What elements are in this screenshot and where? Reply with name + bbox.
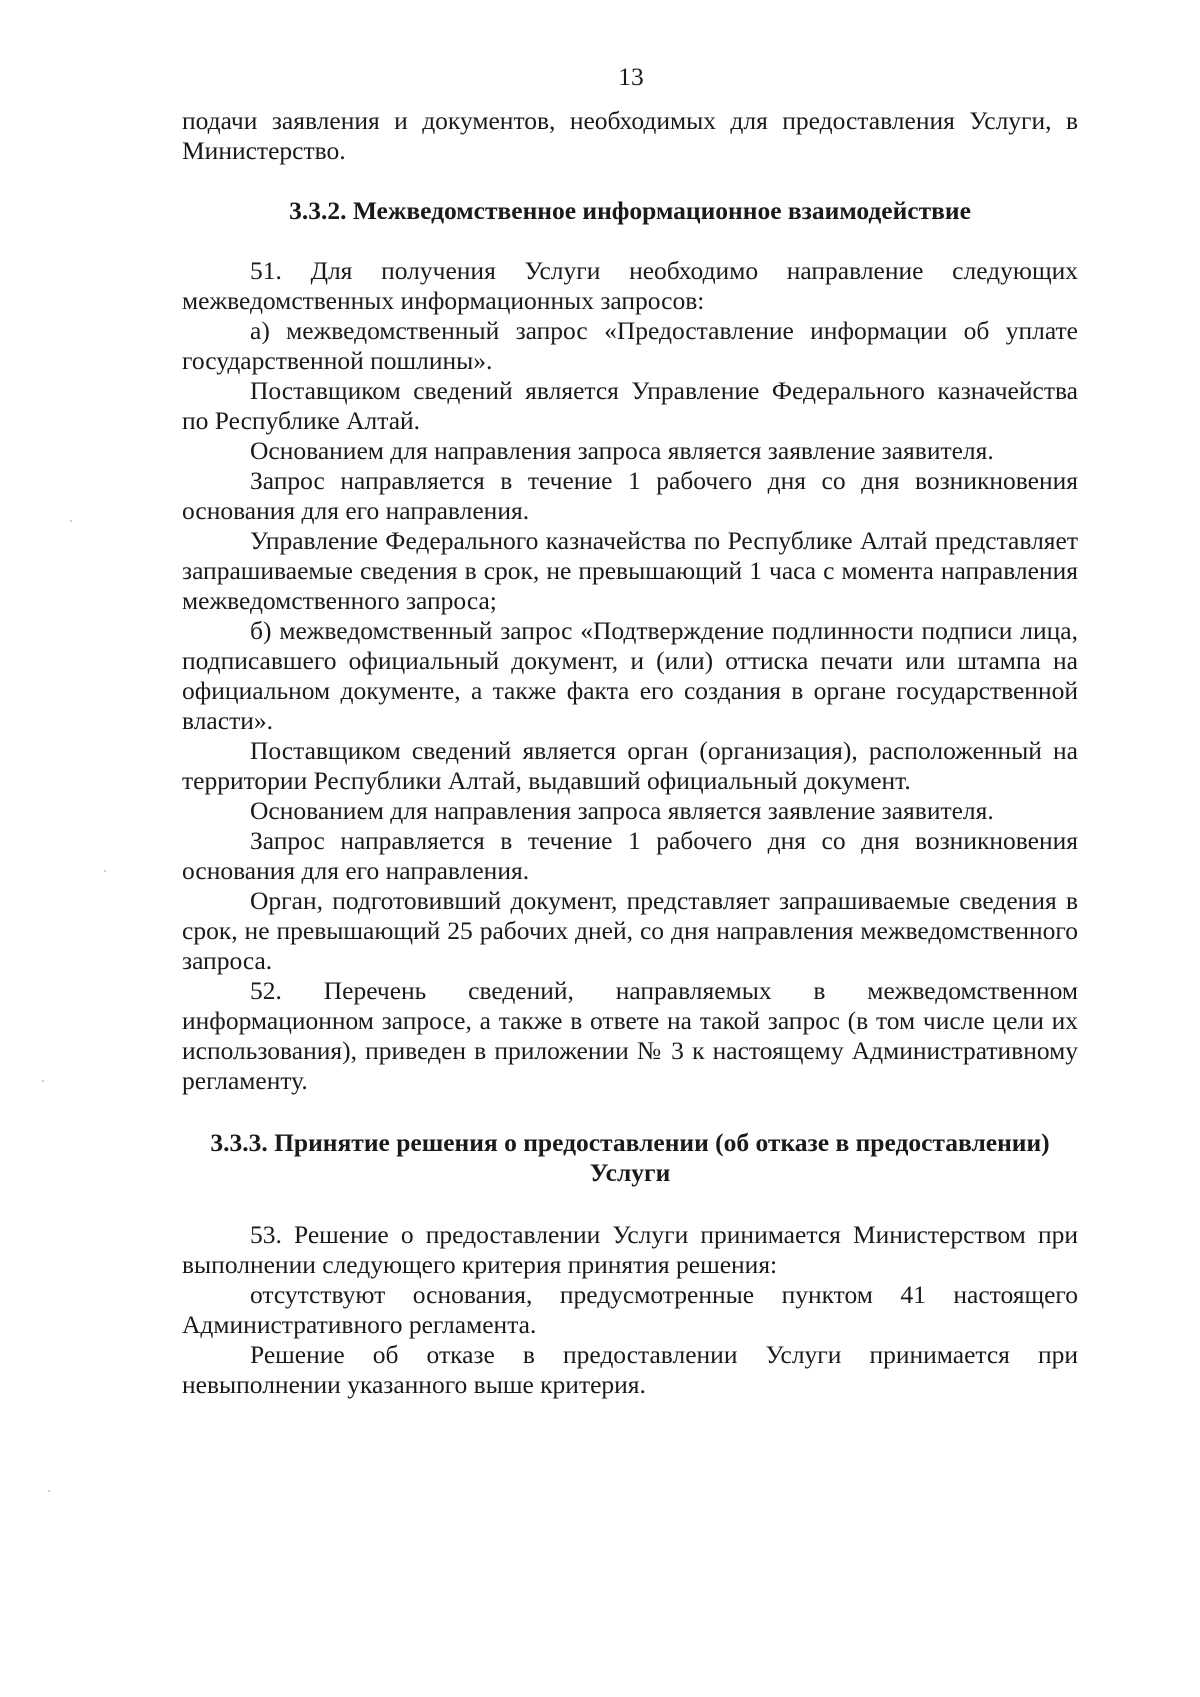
paragraph-response-a: Управление Федерального казначейства по Республике Алтай представляет запрашиваемые сведения в срок, не превышающий 1 часа с момента направления межведомственного запроса; xyxy=(182,526,1078,615)
paragraph-supplier-a: Поставщиком сведений является Управление Федерального казначейства по Республике Алтай. xyxy=(182,376,1078,435)
scan-speck xyxy=(42,1080,44,1082)
paragraph-53: 53. Решение о предоставлении Услуги принимается Министерством при выполнении следующего критерия принятия решения: xyxy=(182,1220,1078,1279)
paragraph-refusal: Решение об отказе в предоставлении Услуги принимается при невыполнении указанного выше критерия. xyxy=(182,1340,1078,1399)
paragraph-51: 51. Для получения Услуги необходимо направление следующих межведомственных информационных запросов: xyxy=(182,256,1078,315)
section-heading-3-3-2: 3.3.2. Межведомственное информационное взаимодействие xyxy=(289,196,971,225)
section-heading-3-3-3-line1: 3.3.3. Принятие решения о предоставлении (об отказе в предоставлении) xyxy=(210,1128,1050,1157)
paragraph-request-b: б) межведомственный запрос «Подтверждение подлинности подписи лица, подписавшего официальный документ, и (или) оттиска печати или штампа на официальном документе, а также факта его создания в органе государственной власти». xyxy=(182,616,1078,735)
paragraph-criterion: отсутствуют основания, предусмотренные пунктом 41 настоящего Административного регламента. xyxy=(182,1280,1078,1339)
paragraph-request-a: а) межведомственный запрос «Предоставление информации об уплате государственной пошлины». xyxy=(182,316,1078,375)
paragraph-timing-b: Запрос направляется в течение 1 рабочего дня со дня возникновения основания для его направления. xyxy=(182,826,1078,885)
paragraph-52: 52. Перечень сведений, направляемых в межведомственном информационном запросе, а также в ответе на такой запрос (в том числе цели их использования), приведен в приложении № 3 к настоящему Административному регламенту. xyxy=(182,976,1078,1095)
section-heading-3-3-3 xyxy=(182,1128,1078,1188)
section-body-3-3-3 xyxy=(182,1220,1078,1400)
scan-speck xyxy=(104,870,106,872)
scan-speck xyxy=(48,1490,50,1492)
section-body-3-3-2 xyxy=(182,256,1078,1096)
paragraph-supplier-b: Поставщиком сведений является орган (организация), расположенный на территории Республики Алтай, выдавший официальный документ. xyxy=(182,736,1078,795)
paragraph-response-b: Орган, подготовивший документ, представляет запрашиваемые сведения в срок, не превышающий 25 рабочих дней, со дня направления межведомственного запроса. xyxy=(182,886,1078,975)
intro-paragraph: подачи заявления и документов, необходимых для предоставления Услуги, в Министерство. xyxy=(182,106,1078,165)
document-page xyxy=(182,62,1078,1400)
paragraph-timing-a: Запрос направляется в течение 1 рабочего дня со дня возникновения основания для его направления. xyxy=(182,466,1078,525)
paragraph-basis-a: Основанием для направления запроса является заявление заявителя. xyxy=(250,436,994,465)
paragraph-basis-b: Основанием для направления запроса является заявление заявителя. xyxy=(250,796,994,825)
scan-speck xyxy=(70,520,72,522)
section-heading-3-3-3-line2: Услуги xyxy=(589,1158,671,1187)
page-number: 13 xyxy=(618,62,644,91)
